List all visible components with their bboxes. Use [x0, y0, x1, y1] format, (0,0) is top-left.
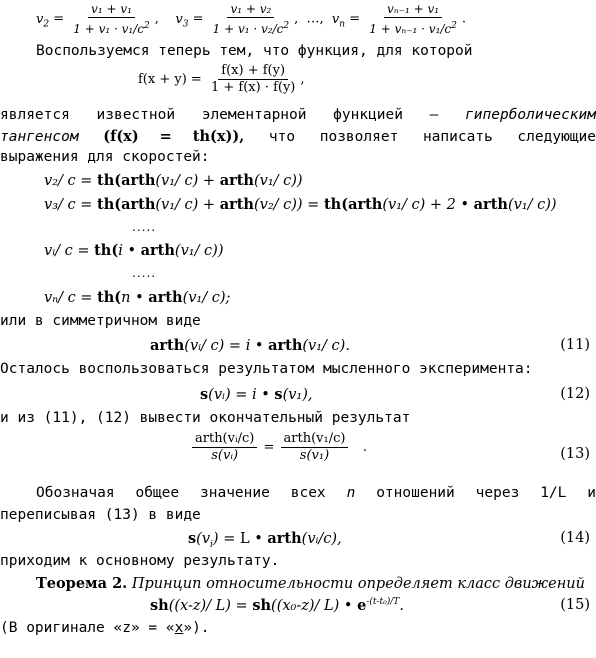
- paragraph-1: Воспользуемся теперь тем, что функция, для которой: [36, 43, 473, 59]
- equation-number-11: (11): [560, 337, 590, 353]
- paragraph-2-line-3: выражения для скоростей:: [0, 149, 210, 165]
- v2-lhs: $v_2$: [36, 11, 50, 30]
- speed-v3: v₃/ c = th(arth(v₁/ c) + arth(v₂/ c)) = th(arth(v₁/ c) + 2 • arth(v₁/ c)): [44, 196, 557, 213]
- paragraph-5: и из (11), (12) вывести окончательный результат: [0, 410, 411, 426]
- vn-lhs: $v_n$: [331, 11, 346, 30]
- paragraph-2-line-1: является известной элементарной функцией — гиперболическим: [0, 107, 596, 123]
- equation-13: $\frac{\text{arth(vᵢ/c)}}{\text{s(vᵢ)}}$ = $\frac{\text{arth(v₁/c)}}{\text{s(v₁)}}$ . (13): [0, 432, 596, 478]
- equation-number-15: (15): [560, 597, 590, 613]
- equation-13-fraction-left: $\frac{\text{arth(vᵢ/c)}}{\text{s(vᵢ)}}$: [192, 432, 257, 463]
- v2-fraction: $\frac{\text{v₁ + v₁}}{1 + v_1 \cdot v_1/c^2}$: [73, 2, 150, 36]
- theorem-2: Теорема 2. Принцип относительности определяет класс движений: [36, 575, 585, 592]
- ellipsis: …,: [306, 11, 324, 27]
- speed-vn: vₙ/ c = th(n • arth(v₁/ c);: [44, 289, 231, 306]
- paragraph-2-line-2: тангенсом (f(x) = th(x)), что позволяет написать следующие: [0, 128, 596, 145]
- equation-number-12: (12): [560, 386, 590, 402]
- tanh-formula: f(x + y) = $\frac{f(x) + f(y)}{1 + f(x) \cdot f(y)}$ ,: [138, 63, 305, 95]
- dots-1: .....: [132, 220, 157, 234]
- paragraph-7: приходим к основному результату.: [0, 553, 280, 569]
- equation-number-14: (14): [560, 530, 590, 546]
- tanh-fraction: $\frac{f(x) + f(y)}{1 + f(x) \cdot f(y)}$: [210, 63, 296, 95]
- equation-13-fraction-right: $\frac{\text{arth(v₁/c)}}{\text{s(v₁)}}$: [281, 432, 349, 463]
- speed-vi: vᵢ/ c = th(i • arth(v₁/ c)): [44, 242, 224, 259]
- v3-lhs: $v_3$: [175, 11, 189, 30]
- paragraph-6-line-1: Обозначая общее значение всех n отношений через 1/L и: [36, 485, 596, 501]
- vn-fraction: $\frac{\text{vₙ₋₁ + v₁}}{1 + v_{n-1} \cdot v_1/c^2}$: [369, 2, 457, 36]
- equation-number-13: (13): [560, 446, 590, 462]
- paragraph-3: или в симметричном виде: [0, 313, 201, 329]
- speed-v2: v₂/ c = th(arth(v₁/ c) + arth(v₁/ c)): [44, 172, 303, 189]
- top-formulas: $v_2$ = $\frac{\text{v₁ + v₁}}{1 + v_1 \cdot v_1/c^2}$ , $v_3$ = $\frac{\text{v₁ + v₂}}{1 + v_1 \cdot v_2/c^2}$ , …, $v_n$ = $\frac{\text{vₙ₋₁ + v₁}}{1 + v_{n-1} \cdot v_1/c^2}$ .: [36, 2, 467, 36]
- paragraph-4: Осталось воспользоваться результатом мысленного эксперимента:: [0, 361, 533, 377]
- v3-fraction: $\frac{\text{v₁ + v₂}}{1 + v_1 \cdot v_2/c^2}$: [212, 2, 290, 36]
- dots-2: .....: [132, 266, 157, 280]
- original-note: (В оригинале «z» = «x»).: [0, 620, 210, 636]
- paragraph-6-line-2: переписывая (13) в виде: [0, 507, 201, 523]
